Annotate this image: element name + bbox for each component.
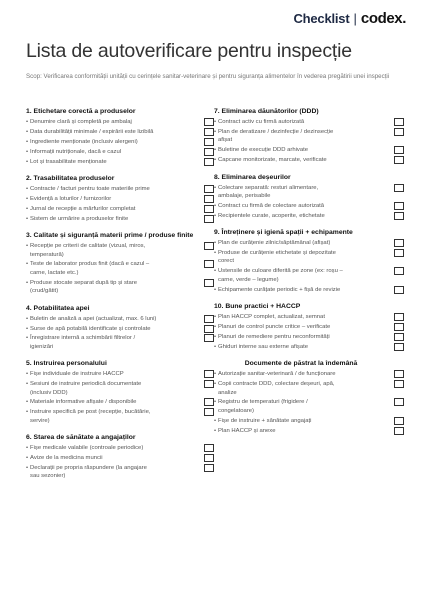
item-text: Buletin de analiză a apei (actualizat, max. 6 luni): [30, 315, 157, 322]
item-text: Jurnal de recepție a mărfurilor completat: [30, 205, 136, 212]
checklist-item: [26, 370, 200, 378]
checkbox[interactable]: [204, 205, 214, 213]
checkbox[interactable]: [394, 380, 404, 388]
checklist-item: [26, 398, 200, 406]
checklist-item: [26, 444, 200, 452]
checklist-section: [26, 231, 200, 295]
section-title: 8. Eliminarea deșeurilor: [214, 173, 291, 181]
item-text: Registru de temperaturi (frigidere /: [218, 399, 308, 406]
bullet-icon: •: [214, 184, 217, 191]
item-text: Contract cu firmă de colectare autorizată: [218, 202, 325, 209]
item-text: Contracte / facturi pentru toate materiile prime: [30, 186, 150, 193]
item-text: igienizări: [30, 343, 54, 350]
bullet-icon: •: [26, 186, 29, 193]
item-text: Colectare separată: resturi alimentare,: [218, 184, 319, 191]
item-text: Contract activ cu firmă autorizată: [218, 119, 305, 125]
checkbox[interactable]: [204, 242, 214, 250]
checklist-section: [26, 359, 200, 425]
item-text: Plan HACCP și anexe: [218, 427, 276, 434]
checkbox[interactable]: [204, 157, 217, 166]
bullet-icon: •: [26, 138, 29, 145]
item-text: Plan de deratizare / dezinfecție / dezinsecție: [218, 128, 334, 135]
checklist-item: [26, 195, 200, 203]
checkbox[interactable]: [204, 128, 217, 136]
checklist-item: [214, 398, 388, 415]
bullet-icon: •: [26, 148, 29, 155]
item-text: Fișe medicale valabile (controale periodice): [30, 445, 144, 452]
checklist-item: [214, 249, 388, 266]
checklist-item: [214, 184, 388, 201]
item-text: sau sezonier): [30, 473, 66, 480]
item-text: Fișe individuale de instruire HACCP: [30, 371, 124, 378]
checkbox[interactable]: [204, 279, 214, 287]
brand-codex: codex.: [360, 10, 406, 27]
page-title: Lista de autoverificare pentru inspecție: [26, 40, 352, 62]
section-title: 1. Etichetare corectă a produselor: [26, 108, 136, 115]
bullet-icon: •: [26, 381, 29, 388]
item-text: Produse stocate separat după tip și stare: [30, 279, 138, 286]
checkbox[interactable]: [394, 313, 404, 321]
bullet-icon: •: [26, 335, 29, 342]
item-text: Planuri de control puncte critice – verificate: [218, 324, 331, 330]
bullet-icon: •: [214, 250, 217, 257]
checkbox[interactable]: [394, 239, 404, 247]
bullet-icon: •: [214, 427, 217, 434]
brand-checklist: Checklist: [293, 11, 350, 26]
checklist-item: [26, 215, 200, 223]
checklist-section: [26, 107, 200, 166]
checklist-section: [214, 359, 388, 435]
checkbox[interactable]: [394, 343, 404, 351]
item-text: Ustensile de culoare diferită pe zone (ex: roșu –: [218, 268, 343, 275]
section-title: 3. Calitate și siguranță materii prime / produse finite: [26, 232, 194, 240]
item-text: Recepție pe criterii de calitate (vizual, miros,: [30, 243, 146, 250]
section-title: 5. Instruirea personalului: [26, 360, 107, 368]
bullet-icon: •: [214, 240, 217, 247]
checkbox[interactable]: [394, 398, 404, 406]
item-text: Recipientele curate, acoperite, etichetate: [218, 212, 325, 219]
checklist-item: [214, 333, 388, 341]
bullet-icon: •: [214, 399, 217, 406]
item-text: (inclusiv DDD): [30, 389, 68, 396]
checkbox[interactable]: [204, 118, 217, 126]
checklist-item: [26, 158, 200, 166]
bullet-icon: •: [214, 286, 217, 293]
item-text: Data durabilității minimale / expirării este lizibilă: [30, 128, 154, 135]
item-text: Ingrediente menționate (inclusiv alergeni): [30, 138, 138, 145]
bullet-icon: •: [214, 119, 217, 125]
item-text: Înregistrare internă a schimbării filtrelor /: [30, 335, 136, 342]
checkbox[interactable]: [394, 212, 404, 220]
bullet-icon: •: [26, 371, 29, 378]
bullet-icon: •: [214, 157, 217, 164]
checklist-section: [214, 302, 388, 351]
checklist-item: [26, 279, 200, 296]
item-text: Avize de la medicina muncii: [30, 455, 103, 462]
item-text: carne, lactate etc.): [30, 269, 79, 276]
checklist-section: [26, 304, 200, 352]
item-text: servire): [30, 417, 50, 424]
checkbox[interactable]: [204, 147, 217, 156]
checkbox[interactable]: [204, 314, 217, 323]
checklist-item: [214, 380, 388, 397]
bullet-icon: •: [26, 158, 29, 165]
checklist-section: [214, 173, 388, 221]
section-title: 4. Potabilitatea apei: [26, 304, 90, 312]
checkbox[interactable]: [204, 260, 214, 268]
bullet-icon: •: [26, 455, 29, 462]
checklist-item: [26, 334, 200, 351]
section-title: Documente de păstrat la îndemână: [244, 360, 358, 368]
bullet-icon: •: [26, 195, 29, 202]
checklist-item: [26, 148, 200, 156]
item-text: Instruire specifică pe post (recepție, bucătărie,: [30, 409, 151, 416]
intro-text: Scop: Verificarea conformității unității cu cerințele sanitar-veterinare și pentru siguranța alimentelor în vederea pregătirii unei inspecții: [26, 73, 390, 80]
checkbox[interactable]: [394, 146, 404, 154]
left-column: [26, 107, 200, 489]
item-text: afișat: [218, 137, 233, 144]
checkbox[interactable]: [204, 195, 214, 203]
checkbox[interactable]: [204, 333, 217, 342]
checklist-item: [214, 343, 388, 351]
brand-logo: [293, 10, 406, 27]
checklist-section: [214, 107, 388, 165]
bullet-icon: •: [26, 409, 29, 416]
item-text: (crud/gătit): [30, 288, 59, 295]
checkbox[interactable]: [204, 444, 214, 452]
checklist-section: [26, 174, 200, 223]
item-text: Lot și trasabilitate menționate: [30, 158, 107, 165]
checklist-section: [214, 228, 388, 294]
checkbox[interactable]: [204, 454, 214, 462]
checklist-item: [214, 417, 388, 425]
item-text: Informații nutriționale, dacă e cazul: [30, 148, 122, 155]
bullet-icon: •: [26, 128, 29, 135]
bullet-icon: •: [26, 119, 29, 125]
item-text: Buletine de execuție DDD arhivate: [218, 147, 309, 154]
bullet-icon: •: [26, 279, 29, 286]
checklist-item: [26, 315, 200, 323]
checklist-item: [214, 118, 388, 126]
checklist-item: [214, 212, 388, 220]
bullet-icon: •: [26, 445, 29, 452]
checklist-item: [214, 239, 388, 247]
checkbox[interactable]: [394, 184, 404, 192]
item-text: Plan de curățenie zilnic/săptămânal (afișat): [218, 240, 331, 247]
bullet-icon: •: [214, 314, 217, 321]
checklist-item: [214, 323, 388, 331]
item-text: corect: [218, 258, 235, 265]
bullet-icon: •: [214, 381, 217, 388]
checkbox[interactable]: [204, 215, 214, 223]
checklist-item: [26, 242, 200, 259]
bullet-icon: •: [26, 261, 29, 268]
checkbox[interactable]: [394, 417, 404, 425]
checklist-item: [214, 313, 388, 321]
checklist-item: [26, 454, 200, 462]
item-text: analize: [218, 389, 237, 396]
item-text: Produse de curățenie etichetate și depozitate: [218, 250, 336, 257]
item-text: temperatură): [30, 251, 64, 258]
checklist-item: [214, 128, 388, 145]
bullet-icon: •: [214, 343, 217, 350]
item-text: Copii contracte DDD, colectare deșeuri, apă,: [218, 381, 335, 388]
checklist-item: [26, 128, 200, 136]
checklist-item: [26, 185, 200, 193]
bullet-icon: •: [26, 399, 29, 406]
checkbox[interactable]: [204, 398, 217, 406]
bullet-icon: •: [214, 212, 217, 219]
checkbox[interactable]: [394, 249, 404, 257]
checkbox[interactable]: [204, 408, 214, 416]
checkbox[interactable]: [394, 128, 404, 136]
section-title: 7. Eliminarea dăunătorilor (DDD): [214, 108, 319, 115]
checkbox[interactable]: [204, 138, 214, 146]
bullet-icon: •: [214, 371, 217, 378]
item-text: Echipamente curățate periodic + fișă de revizie: [218, 286, 341, 293]
item-text: Declarații pe propria răspundere (la angajare: [30, 464, 147, 471]
checkbox[interactable]: [394, 286, 404, 294]
bullet-icon: •: [214, 417, 217, 424]
checkbox[interactable]: [204, 184, 217, 193]
item-text: Autorizație sanitar-veterinară / de funcționare: [218, 371, 336, 378]
item-text: Capcane monitorizate, marcate, verificate: [218, 157, 327, 164]
checklist-item: [214, 202, 388, 210]
checklist-item: [214, 286, 388, 294]
checklist-item: [26, 380, 200, 397]
bullet-icon: •: [26, 315, 29, 322]
item-text: Ghiduri interne sau externe afișate: [218, 343, 309, 350]
checkbox[interactable]: [204, 324, 217, 333]
checklist-item: [26, 464, 200, 481]
checkbox[interactable]: [204, 464, 214, 472]
item-text: Teste de laborator produs finit (dacă e cazul –: [30, 261, 150, 268]
checklist-item: [26, 118, 200, 126]
checkbox[interactable]: [394, 156, 404, 164]
bullet-icon: •: [26, 243, 29, 250]
checkbox[interactable]: [394, 370, 404, 378]
bullet-icon: •: [26, 464, 29, 471]
checklist-item: [214, 267, 388, 284]
bullet-icon: •: [214, 333, 217, 340]
checklist-item: [26, 325, 200, 333]
item-text: Materiale informative afișate / disponibile: [30, 399, 137, 406]
right-column: [214, 107, 388, 443]
checklist-item: [214, 370, 388, 378]
brand-separator: |: [353, 11, 357, 26]
item-text: Surse de apă potabilă identificate și controlate: [30, 325, 151, 332]
checkbox[interactable]: [394, 323, 404, 331]
checklist-item: [214, 156, 388, 164]
bullet-icon: •: [26, 325, 29, 332]
item-text: Sesiuni de instruire periodică documentate: [30, 381, 142, 388]
section-title: 10. Bune practici + HACCP: [214, 303, 301, 311]
item-text: Denumire clară și completă pe ambalaj: [30, 119, 132, 125]
bullet-icon: •: [214, 202, 217, 209]
checkbox[interactable]: [394, 427, 404, 435]
checkbox[interactable]: [394, 267, 404, 275]
checklist-item: [214, 427, 388, 435]
checklist-item: [26, 205, 200, 213]
item-text: ambalaje, perisabile: [218, 192, 271, 199]
item-text: Planuri de remediere pentru neconformități: [218, 333, 330, 340]
checklist-item: [26, 408, 200, 425]
item-text: Evidență a loturilor / furnizorilor: [30, 195, 112, 202]
checkbox[interactable]: [394, 333, 404, 341]
checklist-item: [26, 260, 200, 277]
item-text: carne, verde – legume): [218, 276, 279, 283]
section-title: 2. Trasabilitatea produselor: [26, 175, 115, 183]
item-text: Sistem de urmărire a produselor finite: [30, 215, 129, 222]
bullet-icon: •: [26, 205, 29, 212]
bullet-icon: •: [214, 268, 217, 275]
checkbox[interactable]: [394, 118, 404, 126]
item-text: Plan HACCP complet, actualizat, semnat: [218, 314, 325, 321]
checklist-item: [26, 138, 200, 146]
checkbox[interactable]: [394, 202, 404, 210]
checklist-item: [214, 146, 388, 154]
checklist-section: [26, 433, 200, 481]
item-text: Fișe de instruire + sănătate angajați: [218, 417, 312, 424]
checkbox[interactable]: [204, 380, 217, 388]
bullet-icon: •: [26, 215, 29, 222]
bullet-icon: •: [214, 147, 217, 154]
section-title: 6. Starea de sănătate a angajaților: [26, 434, 136, 442]
bullet-icon: •: [214, 324, 217, 330]
section-title: 9. Întreținere și igienă spații + echipamente: [214, 229, 353, 237]
item-text: congelatoare): [218, 407, 255, 414]
checkbox[interactable]: [204, 370, 217, 378]
bullet-icon: •: [214, 128, 217, 135]
